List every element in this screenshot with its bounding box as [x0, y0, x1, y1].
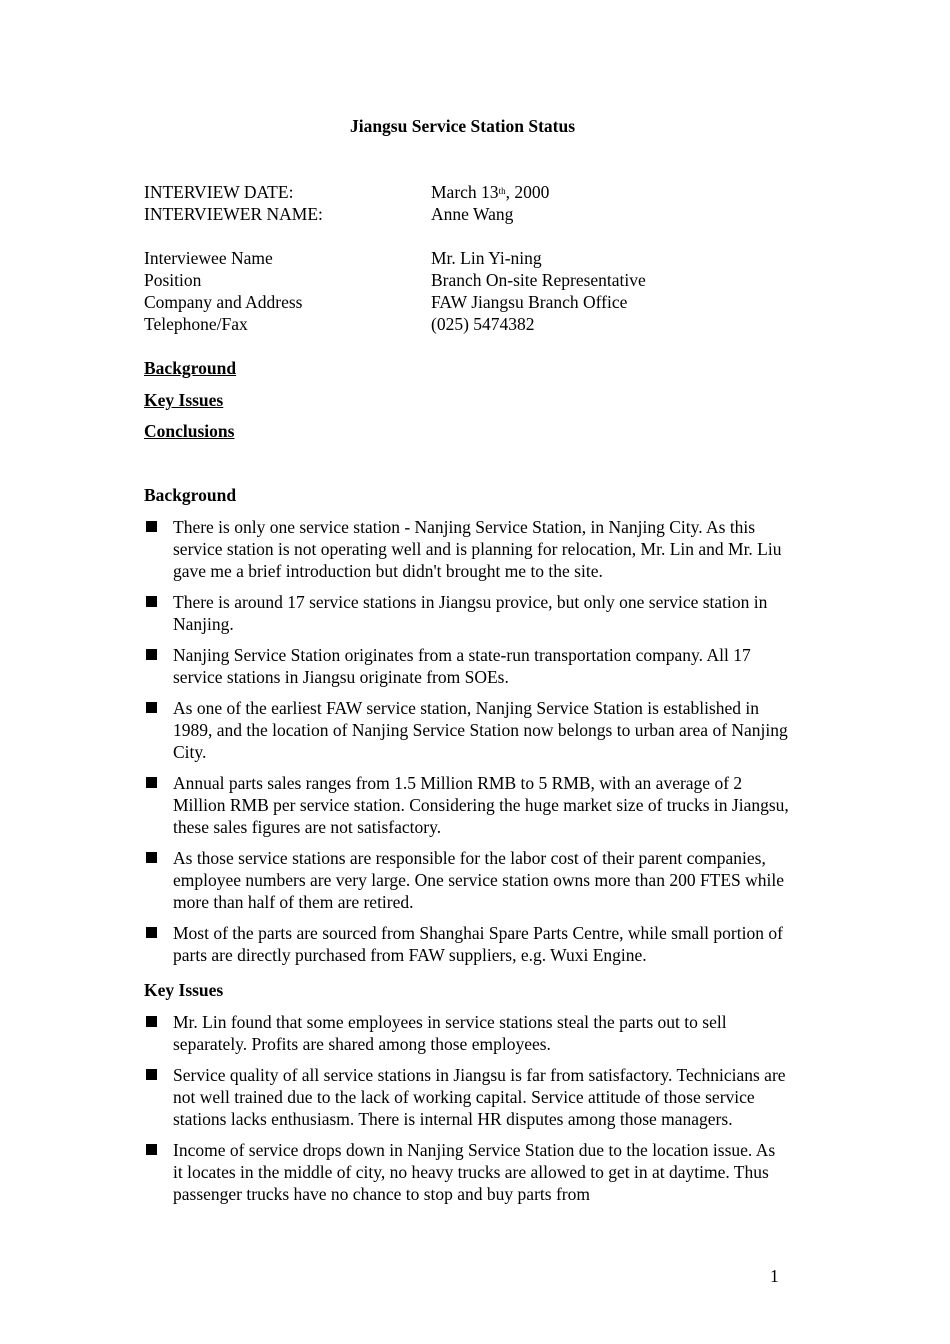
interview-date-value [431, 181, 549, 203]
background-list [144, 516, 789, 975]
company-value: FAW Jiangsu Branch Office [431, 292, 628, 312]
list-item-text: Most of the parts are sourced from Shanghai Spare Parts Centre, while small portion of parts are directly purchased from FAW suppliers, e.g. Wuxi Engine. [173, 923, 783, 965]
list-item [144, 644, 789, 688]
bullet-square-icon [146, 1016, 157, 1027]
list-item [144, 591, 789, 635]
bullet-square-icon [146, 1144, 157, 1155]
list-item-text: As those service stations are responsible for the labor cost of their parent companies, employee numbers are very large. One service station owns more than 200 FTES while more than half of them are retired. [173, 848, 785, 912]
bullet-square-icon [146, 596, 157, 607]
interview-date-row [144, 181, 549, 203]
interview-date-year: , 2000 [505, 182, 550, 202]
key-issues-heading: Key Issues [144, 980, 224, 1000]
interviewee-info [144, 247, 646, 335]
interviewer-label: INTERVIEWER NAME: [144, 204, 323, 224]
bullet-square-icon [146, 927, 157, 938]
page-number: 1 [770, 1266, 779, 1286]
interviewer-value: Anne Wang [431, 204, 514, 224]
bullet-square-icon [146, 702, 157, 713]
toc-link-conclusions[interactable]: Conclusions [144, 421, 235, 441]
interviewee-row [144, 247, 646, 269]
bullet-square-icon [146, 852, 157, 863]
interview-date-month-day: March 13 [431, 182, 499, 202]
interviewee-label: Interviewee Name [144, 248, 273, 268]
bullet-square-icon [146, 777, 157, 788]
position-label: Position [144, 270, 202, 290]
list-item-text: Annual parts sales ranges from 1.5 Million RMB to 5 RMB, with an average of 2 Million RMB per service station. Considering the huge market size of trucks in Jiangsu, these sales figures are not satisfactory. [173, 773, 789, 837]
company-label: Company and Address [144, 292, 303, 312]
toc-link-background[interactable]: Background [144, 358, 237, 378]
key-issues-list [144, 1011, 789, 1214]
bullet-square-icon [146, 1069, 157, 1080]
document-title: Jiangsu Service Station Status [349, 116, 576, 136]
list-item [144, 1064, 789, 1130]
telephone-row [144, 313, 646, 335]
list-item-text: Nanjing Service Station originates from a state-run transportation company. All 17 service stations in Jiangsu originate from SOEs. [173, 645, 751, 687]
bullet-square-icon [146, 521, 157, 532]
list-item [144, 1011, 789, 1055]
interview-date-label: INTERVIEW DATE: [144, 182, 294, 202]
list-item-text: As one of the earliest FAW service station, Nanjing Service Station is established in 1989, and the location of Nanjing Service Station now belongs to urban area of Nanjing City. [173, 698, 788, 762]
list-item-text: There is around 17 service stations in Jiangsu provice, but only one service station in Nanjing. [173, 592, 768, 634]
list-item-text: Income of service drops down in Nanjing Service Station due to the location issue. As it locates in the middle of city, no heavy trucks are allowed to get in at daytime. Thus passenger trucks have no chance to stop and buy parts from [173, 1140, 776, 1204]
telephone-label: Telephone/Fax [144, 314, 248, 334]
bullet-square-icon [146, 649, 157, 660]
toc-link-key-issues[interactable]: Key Issues [144, 390, 224, 410]
list-item [144, 697, 789, 763]
background-heading: Background [144, 485, 237, 505]
list-item-text: There is only one service station - Nanjing Service Station, in Nanjing City. As this service station is not operating well and is planning for relocation, Mr. Lin and Mr. Liu gave me a brief introduction but didn't brought me to the site. [173, 517, 782, 581]
list-item [144, 847, 789, 913]
telephone-value: (025) 5474382 [431, 314, 535, 334]
interview-info [144, 181, 549, 225]
list-item-text: Mr. Lin found that some employees in service stations steal the parts out to sell separately. Profits are shared among those employees. [173, 1012, 727, 1054]
list-item [144, 772, 789, 838]
interviewee-value: Mr. Lin Yi-ning [431, 248, 542, 268]
list-item-text: Service quality of all service stations in Jiangsu is far from satisfactory. Technicians are not well trained due to the lack of working capital. Service attitude of those service stations lacks enthusiasm. There is internal HR disputes among those managers. [173, 1065, 786, 1129]
list-item [144, 516, 789, 582]
interview-date-suffix: th [498, 186, 506, 196]
list-item [144, 922, 789, 966]
position-value: Branch On-site Representative [431, 270, 646, 290]
position-row [144, 269, 646, 291]
interviewer-row [144, 203, 549, 225]
company-row [144, 291, 646, 313]
list-item [144, 1139, 789, 1205]
